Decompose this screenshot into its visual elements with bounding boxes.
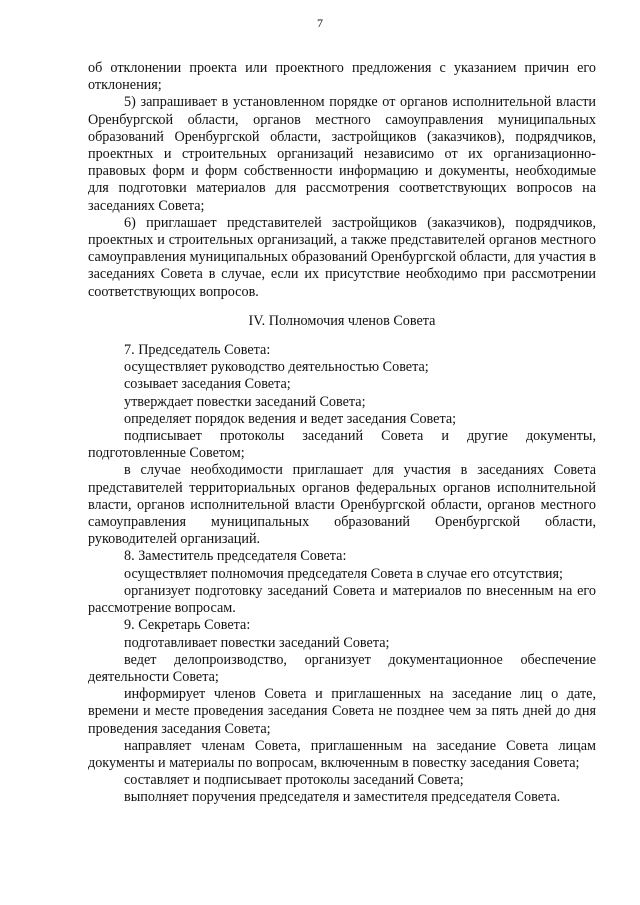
paragraph: 8. Заместитель председателя Совета:	[124, 548, 347, 565]
paragraph: подготавливает повестки заседаний Совета;	[124, 634, 390, 651]
paragraph: утверждает повестки заседаний Совета;	[124, 393, 366, 410]
paragraph: составляет и подписывает протоколы заседаний Совета;	[124, 772, 464, 789]
paragraph: определяет порядок ведения и ведет заседания Совета;	[124, 410, 457, 427]
paragraph: осуществляет руководство деятельностью Совета;	[124, 359, 429, 376]
section-heading: IV. Полномочия членов Совета	[248, 312, 436, 329]
paragraph: организует подготовку заседаний Совета и материалов по внесенным на его рассмотрение вопросам.	[88, 582, 596, 617]
paragraph: об отклонении проекта или проектного предложения с указанием причин его отклонения;	[88, 60, 596, 94]
paragraph: 9. Секретарь Совета:	[124, 617, 251, 634]
paragraph: подписывает протоколы заседаний Совета и другие документы, подготовленные Советом;	[88, 428, 596, 462]
page-number: 7	[317, 16, 323, 30]
paragraph: созывает заседания Совета;	[124, 376, 291, 393]
paragraph: 5) запрашивает в установленном порядке от органов исполнительной власти Оренбургской области, органов местного самоуправления муниципальных образований Оренбургской области, застройщиков (заказчиков), подрядчиков, проектных и строительных организаций независимо от их организационно-правовых форм и форм собственности информацию и документы, необходимые для подготовки материалов для рассмотрения соответствующих вопросов на заседаниях Совета;	[88, 94, 596, 214]
paragraph: ведет делопроизводство, организует документационное обеспечение деятельности Совета;	[88, 651, 596, 685]
paragraph: информирует членов Совета и приглашенных на заседание лиц о дате, времени и месте проведения заседания Совета не позднее чем за пять дней до дня проведения заседания Совета;	[88, 686, 596, 737]
paragraph: выполняет поручения председателя и заместителя председателя Совета.	[124, 789, 561, 806]
paragraph: направляет членам Совета, приглашенным на заседание Совета лицам документы и материалы по вопросам, включенным в повестку заседания Совета;	[88, 737, 596, 771]
paragraph: осуществляет полномочия председателя Совета в случае его отсутствия;	[124, 565, 563, 582]
paragraph: 6) приглашает представителей застройщиков (заказчиков), подрядчиков, проектных и строительных организаций, а также представителей органов местного самоуправления муниципальных образований Оренбургской области, для участия в заседаниях Совета в случае, если их присутствие необходимо при рассмотрении соответствующих вопросов.	[88, 214, 596, 300]
paragraph: 7. Председатель Совета:	[124, 342, 271, 359]
paragraph: в случае необходимости приглашает для участия в заседаниях Совета представителей территориальных органов федеральных органов исполнительной власти, органов исполнительной власти Оренбургской области, органов местного самоуправления муниципальных образований Оренбургской области, руководителей организаций.	[88, 462, 596, 548]
document-body	[88, 60, 596, 807]
